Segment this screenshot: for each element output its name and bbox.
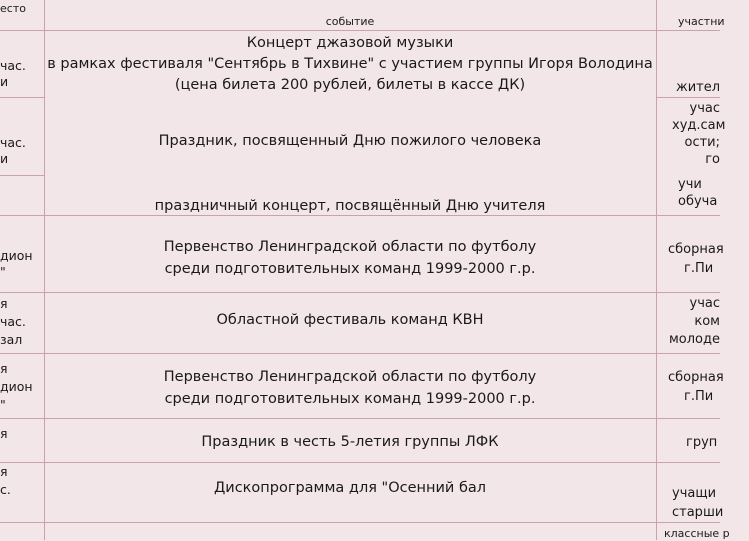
header-place: есто: [0, 2, 26, 15]
header-event: событие: [325, 15, 375, 28]
row-divider: [0, 175, 45, 176]
row-6-participants: сборная г.Пи: [668, 370, 724, 404]
row-5-participants: учас ком молоде: [668, 296, 720, 347]
row-divider: [0, 97, 45, 98]
row-divider: [656, 97, 720, 98]
row-divider: [0, 30, 720, 31]
header-participants: участни: [678, 15, 725, 28]
row-6-place: я дион ": [0, 361, 33, 412]
row-7-participants: груп: [686, 435, 718, 450]
row-2-place: час. и: [0, 135, 26, 166]
row-2-event: Праздник, посвященный Дню пожилого человека: [158, 133, 542, 149]
row-6-event: Первенство Ленинградской области по футболу среди подготовительных команд 1999-2000 г.р.: [163, 369, 537, 407]
row-8-participants: учащи старши: [672, 486, 724, 520]
column-divider-right: [656, 0, 657, 540]
row-divider: [0, 462, 720, 463]
row-4-place: дион ": [0, 248, 33, 279]
row-5-event: Областной фестиваль команд КВН: [216, 312, 484, 328]
row-1-participants: жител: [676, 80, 721, 95]
row-divider: [0, 353, 720, 354]
row-divider: [0, 522, 720, 523]
row-8-event: Дископрограмма для "Осенний бал: [213, 480, 487, 496]
row-3-participants: учи обуча: [678, 177, 718, 209]
row-8-place: я с.: [0, 464, 11, 497]
row-9-participants: классные р: [664, 527, 730, 540]
row-divider: [0, 215, 720, 216]
row-1-place: час. и: [0, 58, 26, 89]
row-2-participants: учас худ.сам ости; го: [672, 101, 726, 167]
row-7-event: Праздник в честь 5-летия группы ЛФК: [201, 434, 499, 450]
row-divider: [0, 292, 720, 293]
row-4-event: Первенство Ленинградской области по футболу среди подготовительных команд 1999-2000 г.р.: [163, 239, 537, 277]
row-3-event: праздничный концерт, посвящённый Дню учителя: [154, 198, 546, 214]
row-4-participants: сборная г.Пи: [668, 242, 724, 276]
row-divider: [0, 418, 720, 419]
row-5-place: я час. зал: [0, 296, 26, 347]
row-7-place: я: [0, 426, 8, 441]
row-1-event: Концерт джазовой музыки в рамках фестиваля "Сентябрь в Тихвине" с участием группы Игоря Володина (цена билета 200 рублей, билеты в кассе ДК): [47, 35, 653, 93]
